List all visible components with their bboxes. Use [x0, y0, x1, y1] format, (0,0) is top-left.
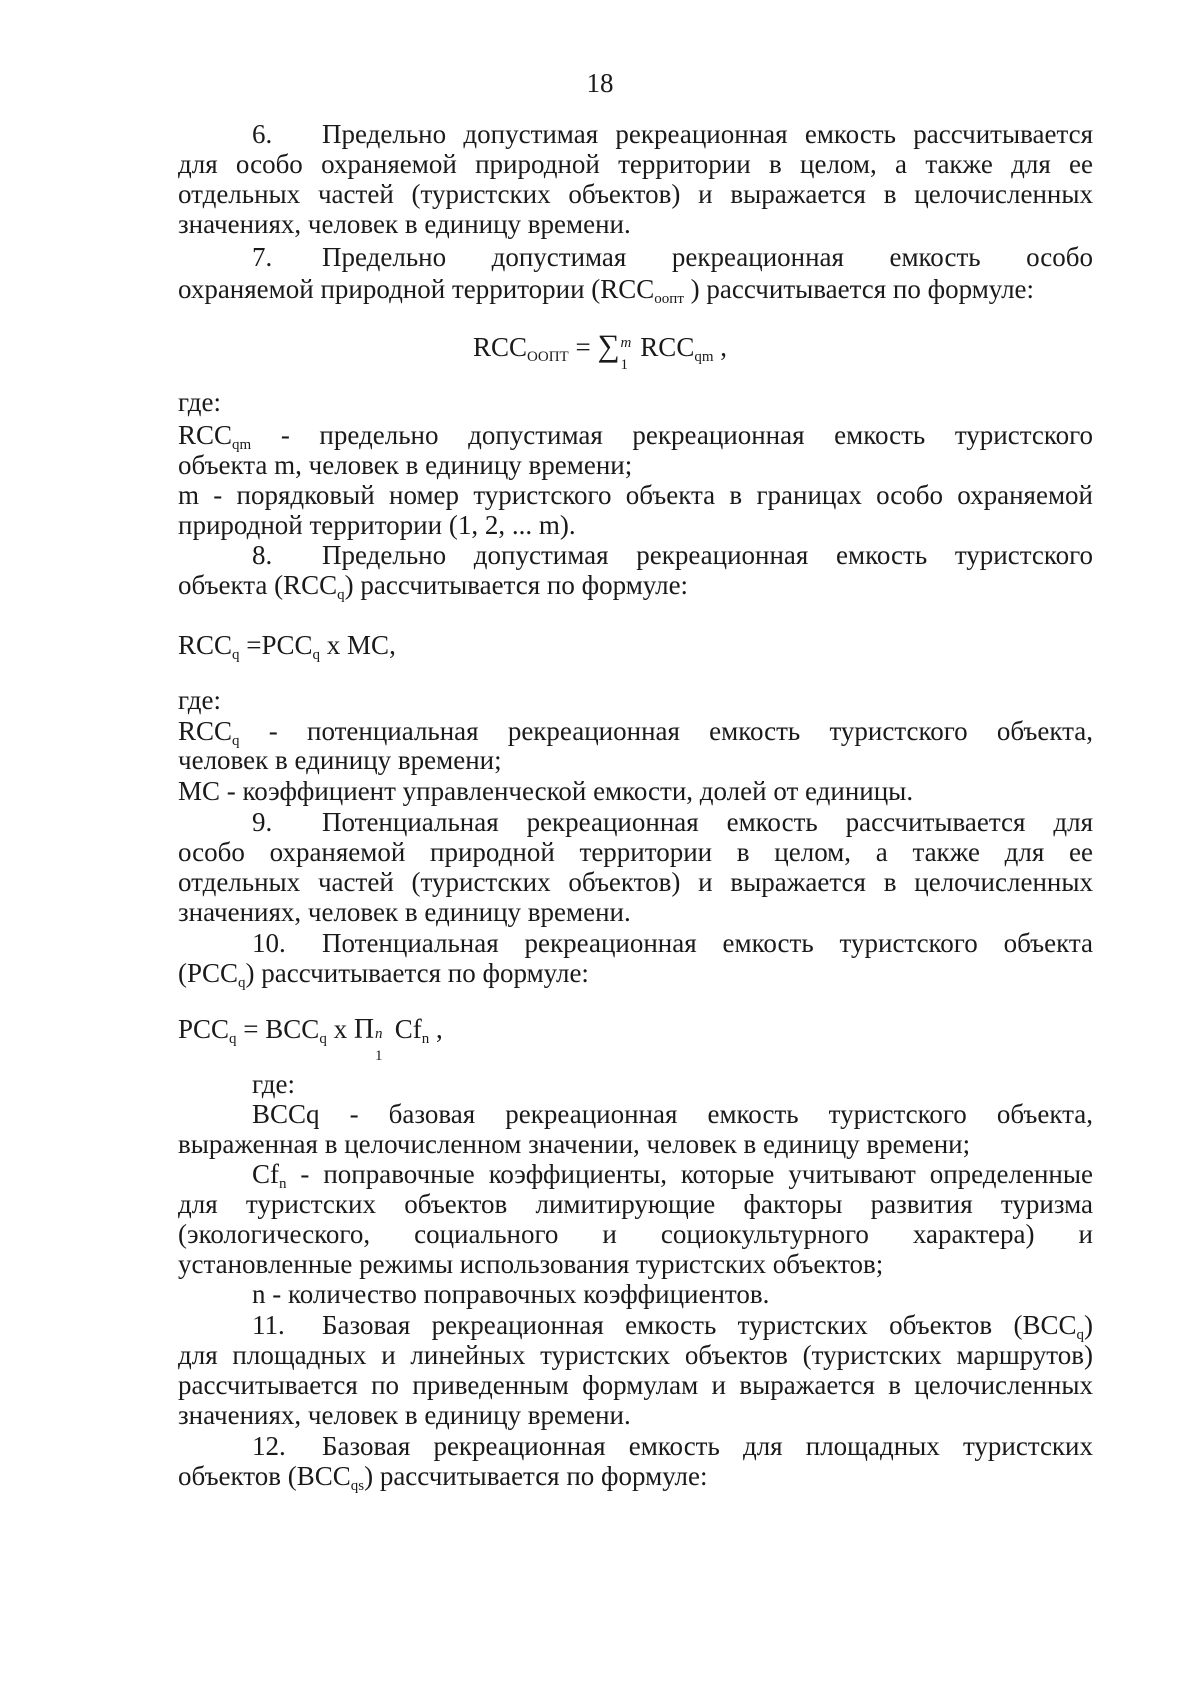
definition-line: выраженная в целочисленном значении, человек в единицу времени; — [178, 1129, 971, 1159]
paragraph-line: объекта $(RCC_q)$ рассчитывается по формуле: — [178, 570, 689, 603]
definition-line: $RCC_q$ - потенциальная рекреационная емкость туристского объекта, — [178, 716, 1093, 749]
paragraph-line: для особо охраняемой природной территории в целом, а также для ее — [178, 149, 1093, 179]
definition-line: установленные режимы использования туристских объектов; — [178, 1249, 884, 1279]
paragraph-line: значениях, человек в единицу времени. — [178, 897, 631, 927]
where-label: где: — [178, 387, 221, 417]
paragraph-line — [252, 240, 1093, 274]
definition-line: $Cf_n$ - поправочные коэффициенты, которые учитывают определенные — [252, 1159, 1093, 1192]
paragraph-line — [252, 1308, 1093, 1342]
item-number: 11. — [252, 1310, 285, 1340]
paragraph-line: охраняемой природной территории ($RCC_{оопт}$ ) рассчитывается по формуле: — [178, 274, 1035, 307]
definition-line: MC - коэффициент управленческой емкости, долей от единицы. — [178, 776, 914, 806]
paragraph-text: Потенциальная рекреационная емкость туристского объекта — [322, 928, 1093, 958]
definition-line: BCCq - базовая рекреационная емкость туристского объекта, — [252, 1099, 1093, 1129]
paragraph-text: Предельно допустимая рекреационная емкость рассчитывается — [322, 119, 1093, 149]
item-number: 10. — [252, 928, 286, 958]
item-number: 7. — [252, 242, 273, 272]
paragraph-text: Базовая рекреационная емкость для площадных туристских — [322, 1431, 1093, 1461]
formula-pcc-q: $PCC_q = BCC_q$ x Π n 1 $Cf_n$ , — [178, 1014, 443, 1064]
paragraph-line: значениях, человек в единицу времени. — [178, 209, 631, 239]
item-number: 8. — [252, 540, 273, 570]
page-number: 18 — [586, 68, 614, 98]
definition-line: для туристских объектов лимитирующие факторы развития туризма — [178, 1189, 1093, 1219]
paragraph-line: отдельных частей (туристских объектов) и выражается в целочисленных — [178, 179, 1093, 209]
definition-line: человек в единицу времени; — [178, 745, 502, 775]
paragraph-text: Предельно допустимая рекреационная емкость особо — [322, 242, 1093, 272]
paragraph-line — [252, 1429, 1093, 1463]
paragraph-line: значениях, человек в единицу времени. — [178, 1400, 631, 1430]
definition-line: n - количество поправочных коэффициентов. — [252, 1279, 770, 1309]
paragraph-line: объектов $(BCC_{qs})$ рассчитывается по формуле: — [178, 1461, 708, 1494]
where-label: где: — [252, 1069, 295, 1099]
definition-line: объекта m, человек в единицу времени; — [178, 450, 633, 480]
item-number: 6. — [252, 119, 273, 149]
definition-line: m - порядковый номер туристского объекта в границах особо охраняемой — [178, 480, 1093, 510]
paragraph-line — [252, 538, 1093, 572]
item-number: 12. — [252, 1431, 286, 1461]
paragraph-line — [252, 926, 1093, 960]
paragraph-text: Предельно допустимая рекреационная емкость туристского — [322, 540, 1093, 570]
paragraph-line: отдельных частей (туристских объектов) и выражается в целочисленных — [178, 867, 1093, 897]
paragraph-line — [252, 805, 1093, 839]
paragraph-text: Потенциальная рекреационная емкость рассчитывается для — [322, 807, 1093, 837]
paragraph-text: Базовая рекреационная емкость туристских объектов $(BCC_q)$ — [322, 1310, 1093, 1343]
definition-line: природной территории (1, 2, ... m). — [178, 510, 576, 540]
paragraph-line: для площадных и линейных туристских объектов (туристских маршрутов) — [178, 1340, 1093, 1370]
formula-rcc-q: $RCC_q =PCC_q$ x MC, — [178, 630, 396, 663]
item-number: 9. — [252, 807, 273, 837]
paragraph-line: $(PCC_q)$ рассчитывается по формуле: — [178, 958, 589, 991]
formula-rcc-oopt: $RCC_{ООПТ}$ = ∑ m 1 $RCC_{qm}$ , — [473, 328, 727, 373]
definition-line: $RCC_{qm}$ - предельно допустимая рекреационная емкость туристского — [178, 420, 1093, 453]
where-label: где: — [178, 685, 221, 715]
definition-line: (экологического, социального и социокультурного характера) и — [178, 1219, 1093, 1249]
paragraph-line — [252, 117, 1093, 151]
paragraph-line: рассчитывается по приведенным формулам и выражается в целочисленных — [178, 1370, 1093, 1400]
sum-symbol: ∑ — [597, 328, 620, 363]
product-symbol: Π — [353, 1014, 375, 1045]
paragraph-line: особо охраняемой природной территории в целом, а также для ее — [178, 837, 1093, 867]
